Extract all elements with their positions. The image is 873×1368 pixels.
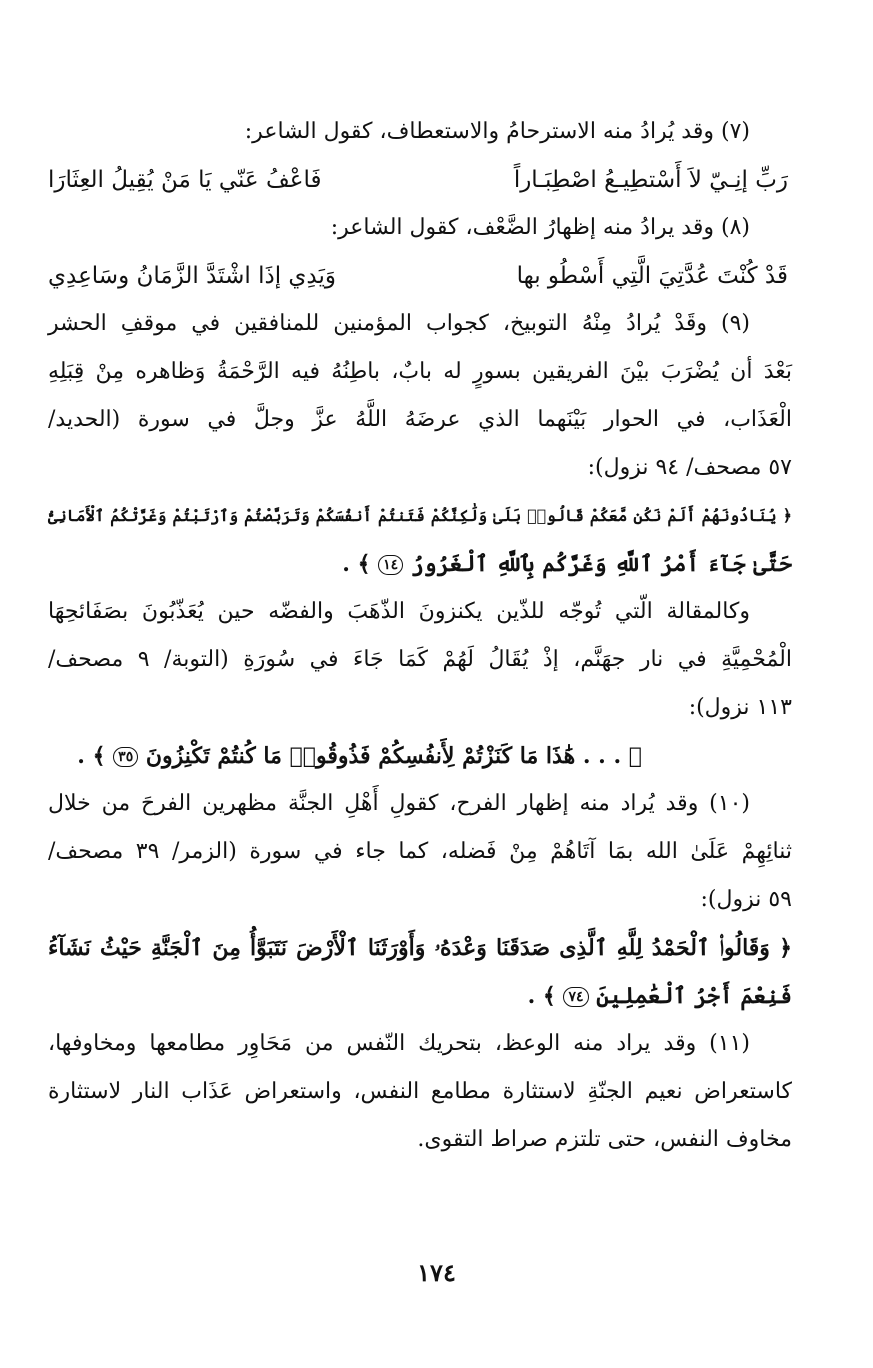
verse-7	[48, 156, 792, 204]
page-number: ١٧٤	[417, 1258, 456, 1287]
section-9-line: الْعَذَاب، في الحوار بَيْنَهما الذي عرضَهُ اللَّهُ عزَّ وجلَّ في سورة (الحديد/	[48, 407, 792, 432]
ayah-number-marker: ١٤	[378, 555, 403, 575]
verse-8-first-hemistich: قَدْ كُنْتَ عُدَّتِيَ الَّتِي أَسْطُو بها	[516, 263, 788, 289]
verse-8-second-hemistich: وَيَدِي إذَا اشْتَدَّ الزَّمَانُ وسَاعِدِي	[48, 263, 337, 289]
ayah-number-marker: ٧٤	[563, 987, 588, 1007]
section-8-heading: (٨) وقد يرادُ منه إظهارُ الضَّعْف، كقول الشاعر:	[330, 215, 750, 240]
verse-7-second-hemistich: فَاعْفُ عَنّي يَا مَنْ يُقِيلُ العِثَارَا	[48, 167, 322, 193]
section-7-heading: (٧) وقد يُرادُ منه الاسترحامُ والاستعطاف، كقول الشاعر:	[244, 119, 750, 144]
section-11-line: مخاوف النفس، حتى تلتزم صراط التقوى.	[417, 1127, 792, 1152]
quran-verse-hadid-line-2	[48, 540, 792, 588]
section-9-paragraph-2-line: ١١٣ نزول):	[688, 695, 792, 720]
quran-verse-zumar-line-2	[48, 972, 792, 1020]
section-9-line: بَعْدَ أن يُضْرَبَ بيْنَ الفريقين بسورٍ له بابٌ، باطِنُهُ فيه الرَّحْمَةُ وَظاهره مِنْ قِبَلِهِ	[48, 359, 792, 384]
quran-verse-text: ﴿ . . . هَٰذَا مَا كَنَزْتُمْ لِأَنفُسِكُمْ فَذُوقُوا۟ مَا كُنتُمْ تَكْنِزُونَ	[145, 743, 642, 769]
section-10-line: ثنائِهِمْ عَلَىٰ الله بمَا آتَاهُمْ مِنْ فَضله، كما جاء في سورة (الزمر/ ٣٩ مصحف/	[48, 839, 792, 864]
section-9-line: (٩) وقَدْ يُرادُ مِنْهُ التوبيخ، كجواب المؤمنين للمنافقين في موقفِ الحشر	[48, 311, 750, 336]
section-11-line: (١١) وقد يراد منه الوعظ، بتحريك النّفس من مَحَاوِر مطامعها ومخاوفها،	[48, 1031, 750, 1056]
verse-7-first-hemistich: رَبِّ إنِـيّ لاَ أَسْتطِيـعُ اصْطِبَـاراً	[513, 167, 788, 193]
section-9-paragraph-2-line: الْمُحْمِيَّةِ في نار جهَنَّم، إذْ يُقَالُ لَهُمْ كَمَا جَاءَ في سُورَةِ (التوبة/ ٩ مصحف/	[48, 647, 792, 672]
verse-8	[48, 252, 792, 300]
quran-verse-closing: ﴾ .	[342, 551, 371, 577]
ayah-number-marker: ٣٥	[113, 747, 138, 767]
quran-verse-closing: ﴾ .	[527, 983, 556, 1009]
quran-verse-text: حَتَّىٰ جَآءَ أَمْرُ ٱللَّهِ وَغَرَّكُم بِٱللَّهِ ٱلْغَرُورُ	[410, 551, 792, 577]
quran-verse-text: فَنِعْمَ أَجْرُ ٱلْعَٰمِلِينَ	[596, 983, 792, 1009]
quran-verse-hadid-line-1: ﴿ يُنَادُونَهُمْ أَلَمْ نَكُن مَّعَكُمْ قَالُوا۟ بَلَىٰ وَلَٰكِنَّكُمْ فَتَنتُمْ أَنفُسَكُمْ وَتَرَبَّصْتُمْ وَٱرْتَبْتُمْ وَغَرَّتْكُمُ ٱلْأَمَانِىُّ	[48, 506, 792, 525]
section-10-line: ٥٩ نزول):	[700, 887, 792, 912]
section-9-paragraph-2-line: وكالمقالة الّتي تُوجّه للذّين يكنزونَ الذّهَبَ والفضّه حين يُعَذّبُونَ بصَفَائحِهَا	[48, 599, 750, 624]
quran-verse-closing: ﴾ .	[77, 743, 106, 769]
section-11-line: كاستعراض نعيم الجنّةِ لاستثارة مطامع النفس، واستعراض عَذَاب النار لاستثارة	[48, 1079, 792, 1104]
section-9-line: ٥٧ مصحف/ ٩٤ نزول):	[587, 455, 792, 480]
book-page	[48, 108, 792, 1164]
quran-verse-tawba	[48, 732, 792, 780]
quran-verse-zumar-line-1: ﴿ وَقَالُوا۟ ٱلْحَمْدُ لِلَّهِ ٱلَّذِى صَدَقَنَا وَعْدَهُۥ وَأَوْرَثَنَا ٱلْأَرْضَ نَتَبَوَّأُ مِنَ ٱلْجَنَّةِ حَيْثُ نَشَآءُ	[48, 935, 792, 961]
section-10-line: (١٠) وقد يُراد منه إظهار الفرح، كقولِ أَهْلِ الجنَّة مظهرين الفرحَ من خلال	[48, 791, 750, 816]
